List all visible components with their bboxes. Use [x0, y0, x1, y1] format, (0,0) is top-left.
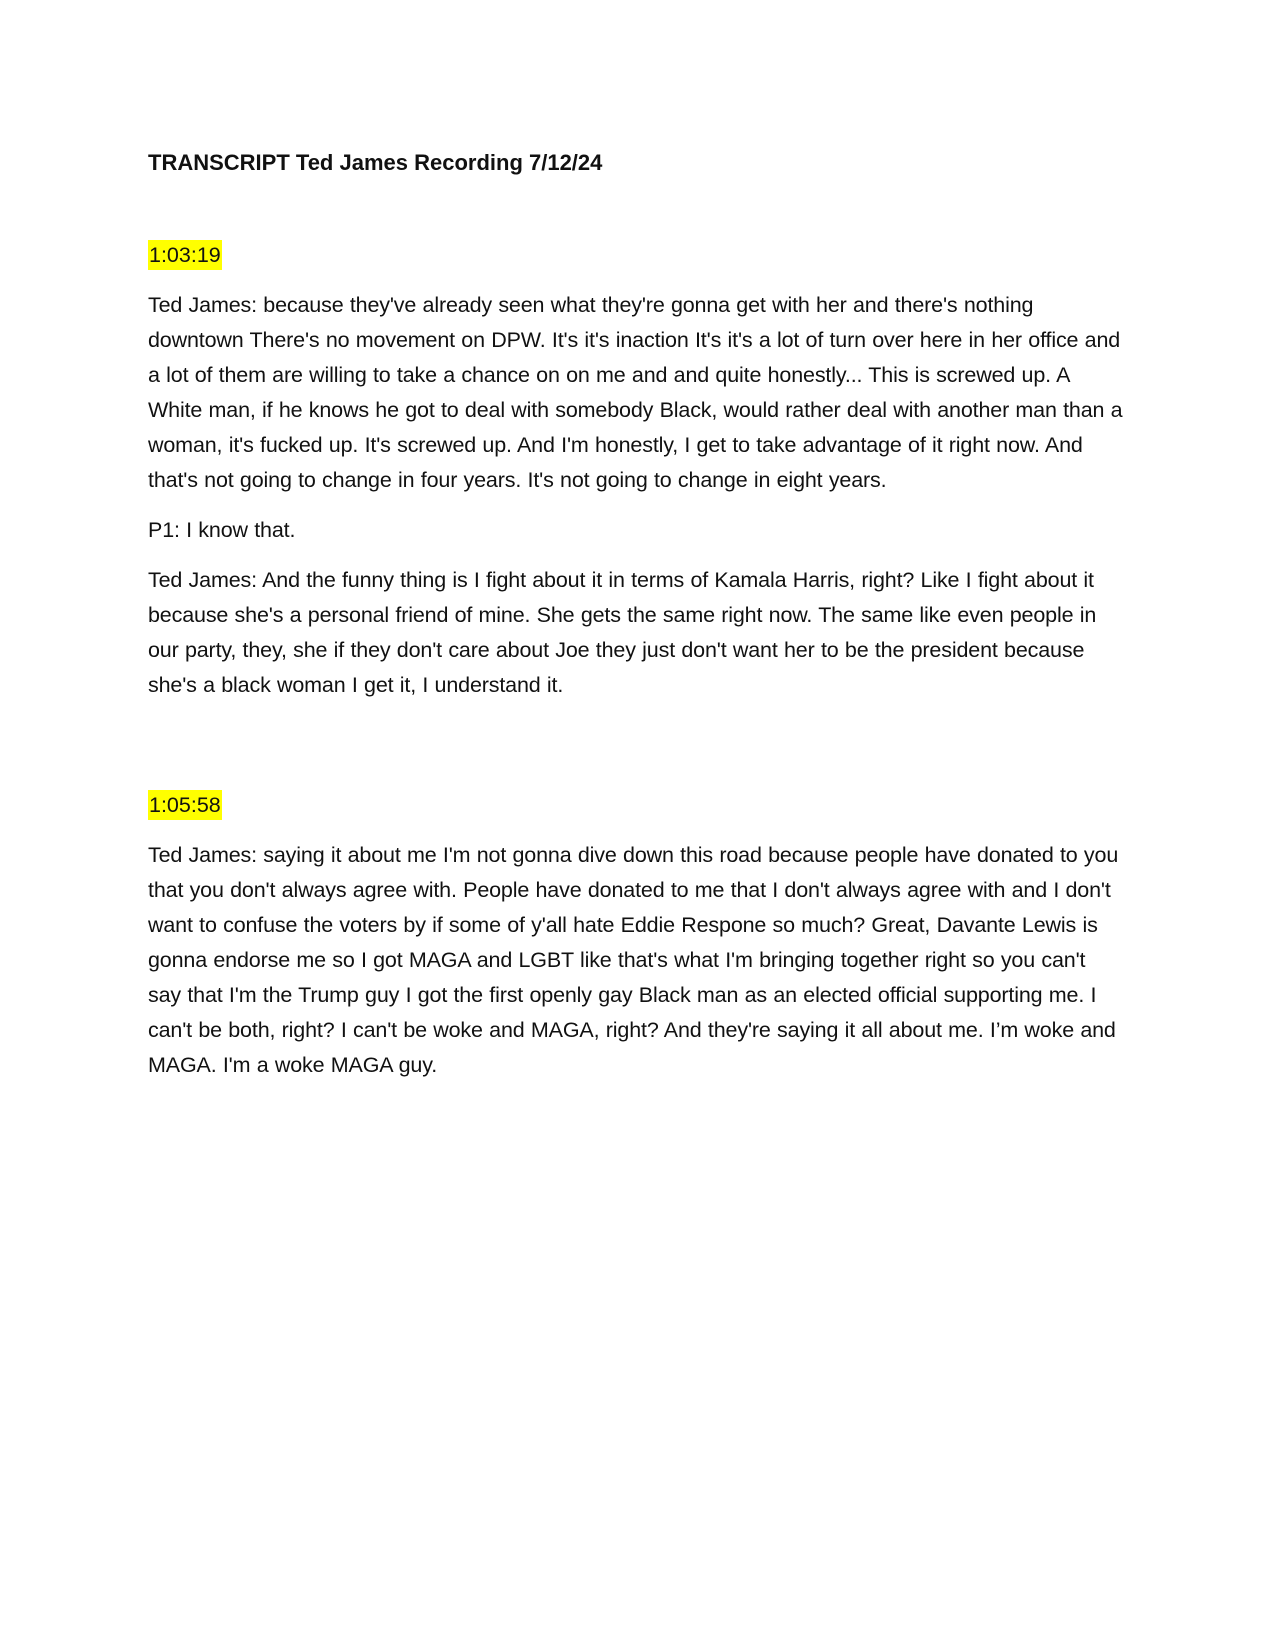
transcript-section-1: [148, 240, 1123, 703]
transcript-paragraph: Ted James: And the funny thing is I fight about it in terms of Kamala Harris, right? Like I fight about it because she's a personal friend of mine. She gets the same right now. The same like even people in our party, they, she if they don't care about Joe they just don't want her to be the president because she's a black woman I get it, I understand it.: [148, 568, 1097, 697]
timestamp-highlight: 1:05:58: [148, 790, 222, 820]
transcript-paragraph: Ted James: because they've already seen what they're gonna get with her and there's nothing downtown There's no movement on DPW. It's it's inaction It's it's a lot of turn over here in her office and a lot of them are willing to take a chance on on me and and quite honestly... This is screwed up. A White man, if he knows he got to deal with somebody Black, would rather deal with another man than a woman, it's fucked up. It's screwed up. And I'm honestly, I get to take advantage of it right now. And that's not going to change in four years. It's not going to change in eight years.: [148, 293, 1123, 492]
document-title: TRANSCRIPT Ted James Recording 7/12/24: [148, 150, 603, 175]
transcript-paragraph: P1: I know that.: [148, 518, 296, 542]
transcript-paragraph: Ted James: saying it about me I'm not gonna dive down this road because people have donated to you that you don't always agree with. People have donated to me that I don't always agree with and I don't want to confuse the voters by if some of y'all hate Eddie Respone so much? Great, Davante Lewis is gonna endorse me so I got MAGA and LGBT like that's what I'm bringing together right so you can't say that I'm the Trump guy I got the first openly gay Black man as an elected official supporting me. I can't be both, right? I can't be woke and MAGA, right? And they're saying it all about me. I’m woke and MAGA. I'm a woke MAGA guy.: [148, 843, 1119, 1077]
timestamp-highlight: 1:03:19: [148, 240, 222, 270]
transcript-section-2: [148, 790, 1123, 1083]
